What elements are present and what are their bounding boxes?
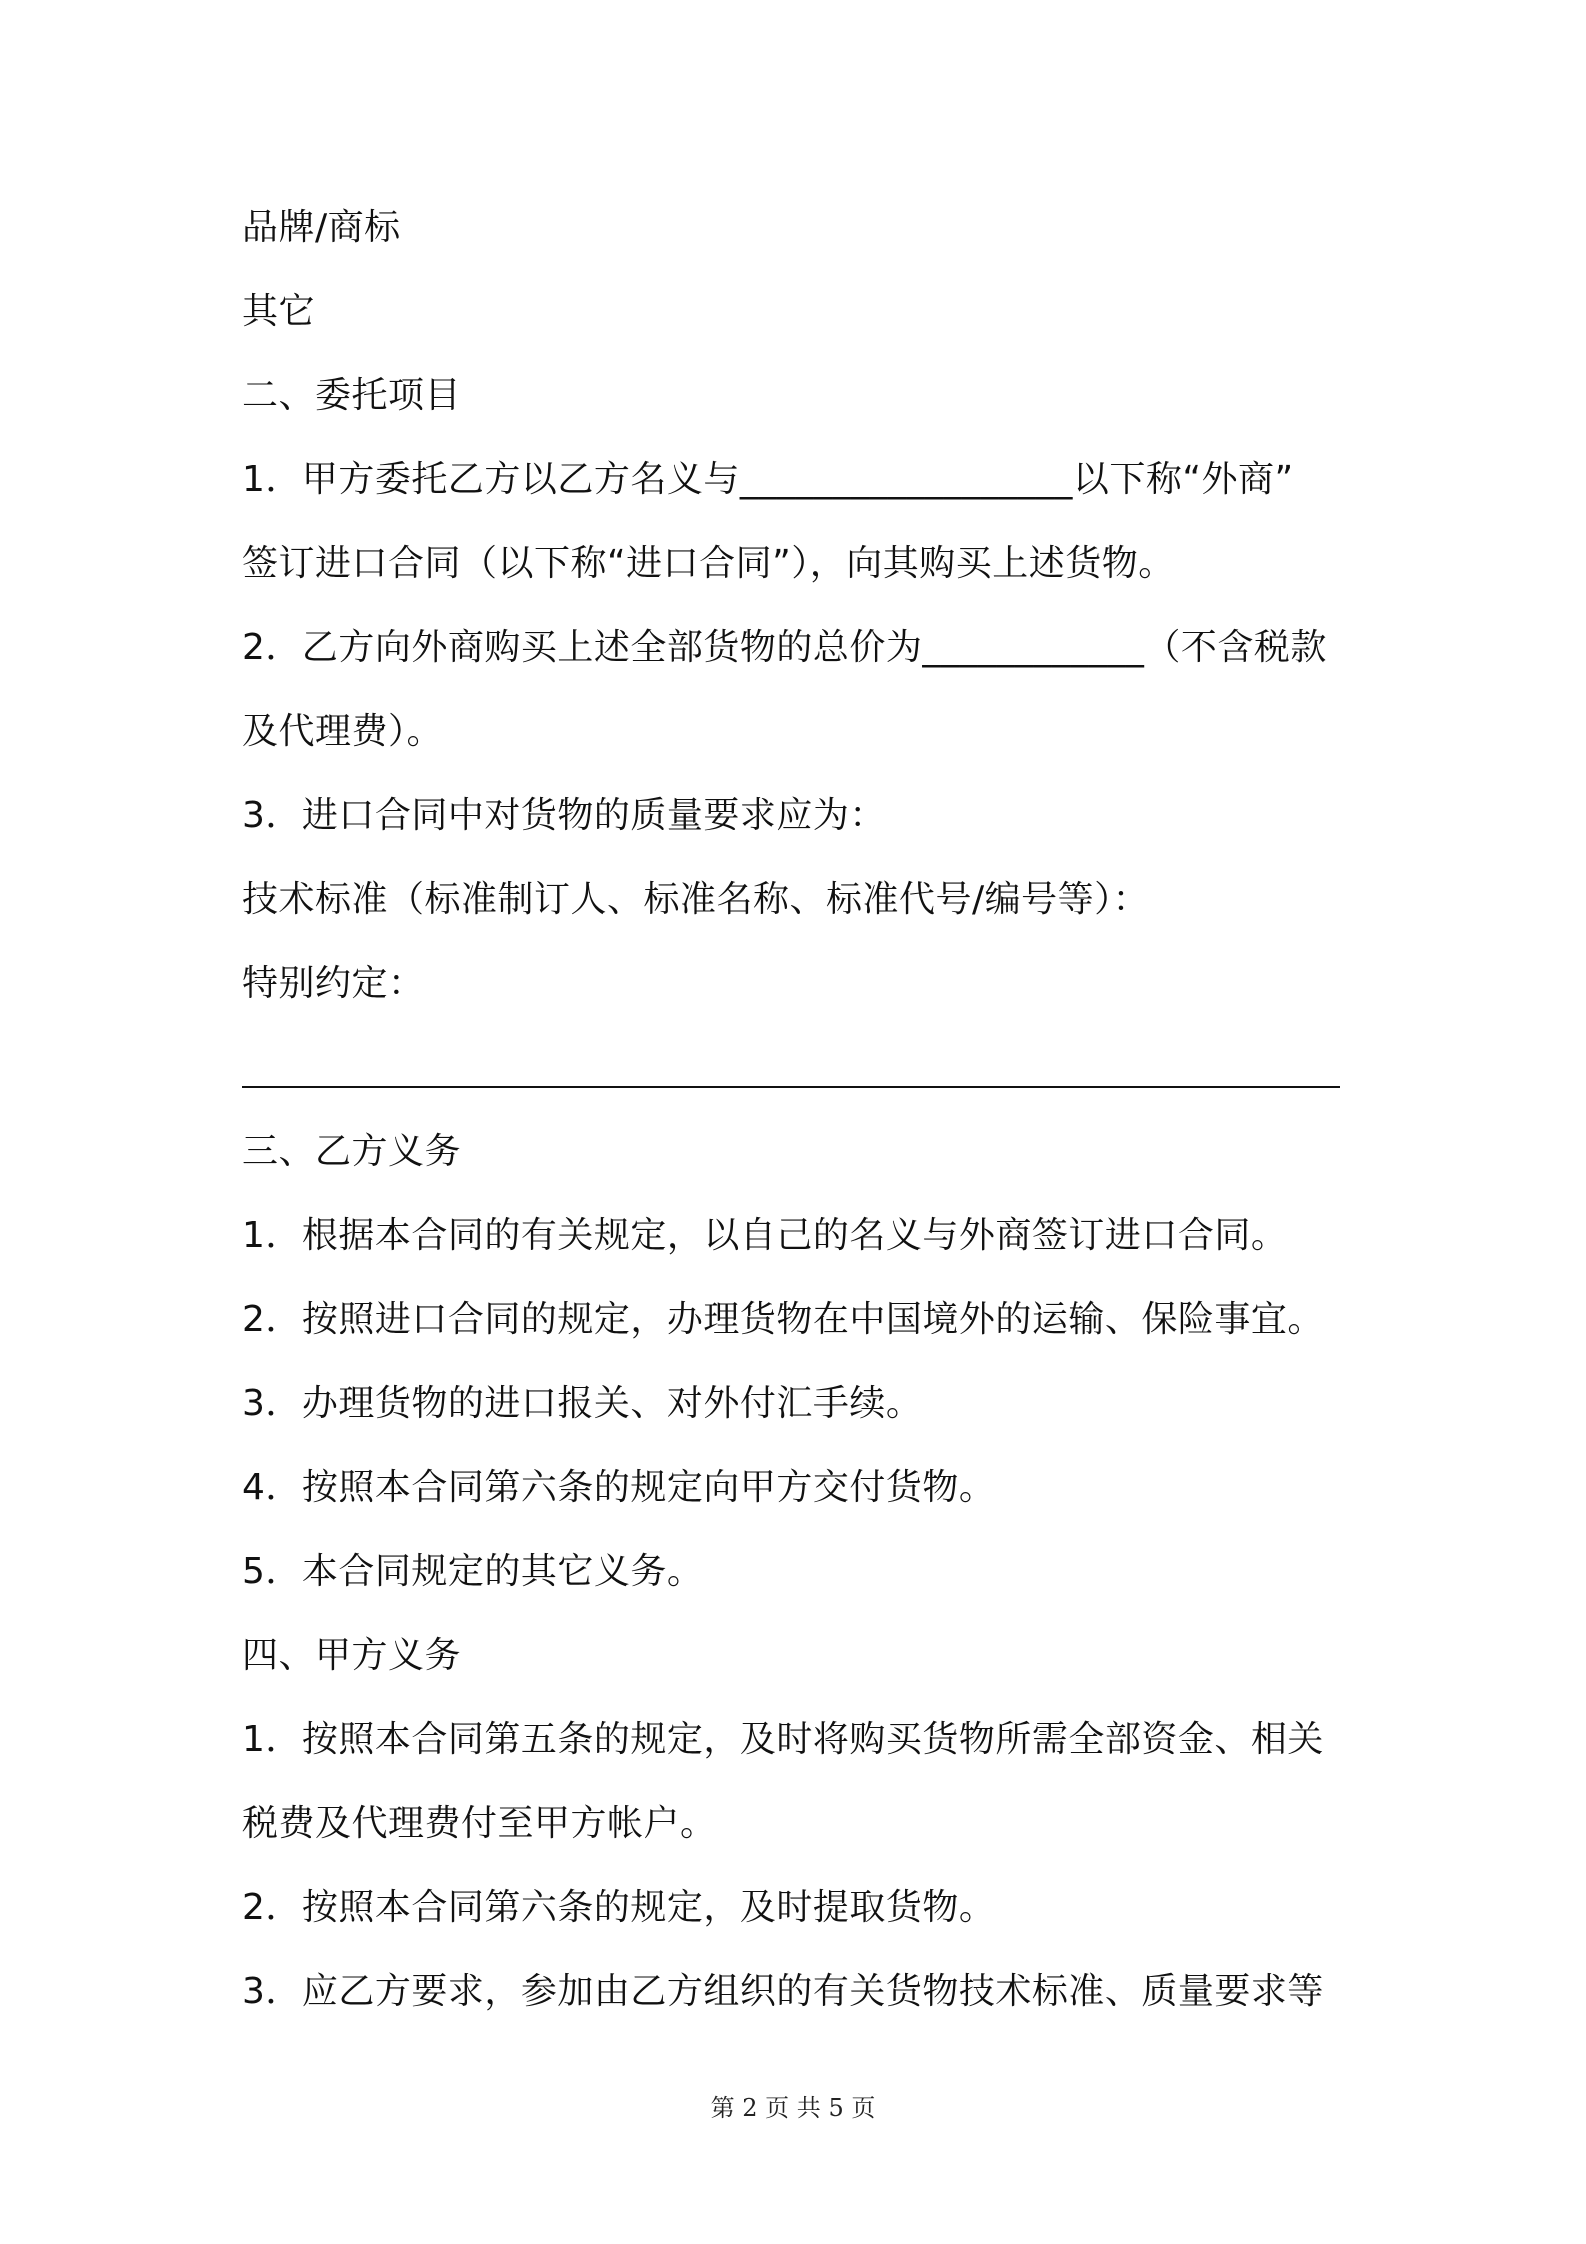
text-line: 3．进口合同中对货物的质量要求应为： (242, 795, 886, 836)
text-line: 技术标准（标准制订人、标准名称、标准代号/编号等）： (242, 879, 1150, 920)
section-heading: 四、甲方义务 (242, 1635, 462, 1676)
text-line: 其它 (242, 291, 316, 332)
text-line: 签订进口合同（以下称“进口合同”），向其购买上述货物。 (242, 543, 1175, 584)
text-line: 及代理费）。 (242, 711, 444, 752)
text-line: 品牌/商标 (242, 207, 401, 248)
text-line: 2．按照本合同第六条的规定，及时提取货物。 (242, 1887, 996, 1928)
page-number-footer: 第 2 页 共 5 页 (710, 2094, 876, 2122)
section-heading: 二、委托项目 (242, 375, 462, 416)
section-heading: 三、乙方义务 (242, 1131, 462, 1172)
text-line: 2．乙方向外商购买上述全部货物的总价为____________（不含税款 (242, 627, 1327, 668)
text-line: 1．根据本合同的有关规定，以自己的名义与外商签订进口合同。 (242, 1215, 1288, 1256)
text-line: 4．按照本合同第六条的规定向甲方交付货物。 (242, 1467, 996, 1508)
text-line: 2．按照进口合同的规定，办理货物在中国境外的运输、保险事宜。 (242, 1299, 1324, 1340)
text-line: 3．办理货物的进口报关、对外付汇手续。 (242, 1383, 923, 1424)
text-line: 特别约定： (242, 963, 425, 1004)
text-line: 1．甲方委托乙方以乙方名义与__________________以下称“外商” (242, 459, 1294, 500)
text-line: 税费及代理费付至甲方帐户。 (242, 1803, 717, 1844)
text-line: 1．按照本合同第五条的规定，及时将购买货物所需全部资金、相关 (242, 1719, 1324, 1760)
blank-fill-line (242, 1086, 1340, 1088)
text-line: 5．本合同规定的其它义务。 (242, 1551, 704, 1592)
text-line: 3．应乙方要求，参加由乙方组织的有关货物技术标准、质量要求等 (242, 1971, 1324, 2012)
